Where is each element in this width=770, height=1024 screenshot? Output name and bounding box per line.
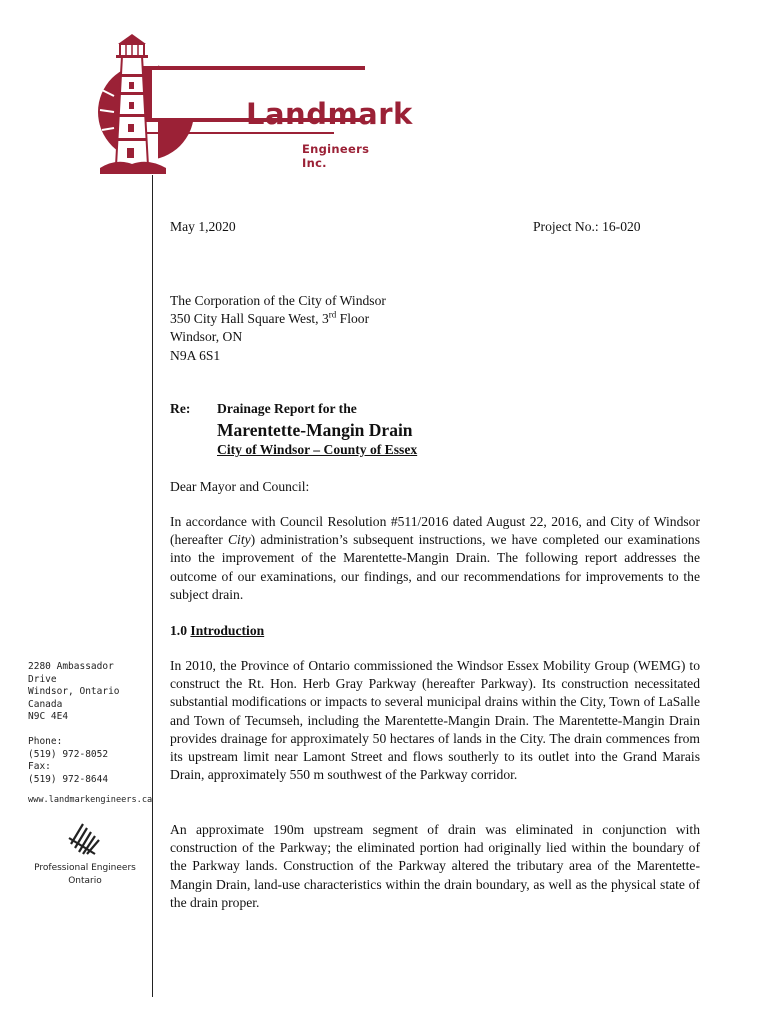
recipient-line: The Corporation of the City of Windsor xyxy=(170,293,386,308)
subject-location: City of Windsor – County of Essex xyxy=(217,442,418,458)
peo-mark xyxy=(30,818,140,887)
fax-number: (519) 972-8644 xyxy=(28,773,109,785)
phone-number: (519) 972-8052 xyxy=(28,748,109,760)
project-number: Project No.: 16-020 xyxy=(533,219,641,234)
subject-title: Marentette-Mangin Drain xyxy=(217,420,413,441)
address-line: 2280 Ambassador Drive xyxy=(28,661,114,685)
margin-rule xyxy=(152,175,153,997)
logo-company-sub: Engineers Inc. xyxy=(302,142,370,170)
date-row xyxy=(170,218,700,236)
recipient-line: 350 City Hall Square West, 3rd Floor xyxy=(170,309,370,327)
subject-body xyxy=(217,400,697,459)
phone-label: Phone: xyxy=(28,735,63,747)
subject-label: Re: xyxy=(170,401,191,416)
company-address xyxy=(28,661,143,724)
peo-logo-icon xyxy=(65,818,105,856)
salutation: Dear Mayor and Council: xyxy=(170,479,310,494)
company-logo xyxy=(96,30,413,190)
website-link[interactable]: www.landmarkengineers.ca xyxy=(28,795,153,806)
contact-sidebar xyxy=(28,661,153,807)
recipient-address xyxy=(170,292,700,365)
logo-company-name: Landmark xyxy=(246,97,413,131)
section-heading: 1.0 Introduction xyxy=(170,623,265,638)
paragraph-segment: An approximate 190m upstream segment of drain was eliminated in conjunction with construction of the Parkway; the eliminated portion had originally lied within the boundary of the Parkway lands. Construction of the Parkway altered the tributary area of the Marentette-Mangin Drain, land-use characteristics within the drain boundary, as well as the physical state of the drain proper. xyxy=(170,822,700,910)
paragraph-intro: In accordance with Council Resolution #511/2016 dated August 22, 2016, and City of Windsor (hereafter City) administration’s subsequent instructions, we have completed our examinations into the improvement of the Marentette-Mangin Drain. The following report addresses the outcome of our examinations, our findings, and our recommendations for improvements to the subject drain. xyxy=(170,514,700,602)
paragraph-introduction: In 2010, the Province of Ontario commissioned the Windsor Essex Mobility Group (WEMG) to construct the Rt. Hon. Herb Gray Parkway (hereafter Parkway). Its construction necessitated substantial modifications or impacts to several municipal drains within the City, Town of LaSalle and Town of Tecumseh, including the Marentette-Mangin Drain. The Marentette-Mangin Drain provides drainage for approximately 50 hectares of lands in the City. The drain commences from its upstream limit near Lamont Street and flows southerly to its outlet into the Grand Marais Drain, approximately 550 m southwest of the Parkway corridor. xyxy=(170,658,700,783)
recipient-line: Windsor, ON xyxy=(170,329,243,345)
address-line: N9C 4E4 xyxy=(28,711,69,723)
address-line: Windsor, Ontario xyxy=(28,686,120,698)
subject-line: Drainage Report for the xyxy=(217,401,357,416)
peo-label-line2: Ontario xyxy=(68,876,102,886)
address-line: Canada xyxy=(28,698,63,710)
letter-date: May 1,2020 xyxy=(170,219,236,234)
fax-label: Fax: xyxy=(28,761,51,773)
peo-label-line1: Professional Engineers xyxy=(34,863,136,873)
recipient-line: N9A 6S1 xyxy=(170,347,221,363)
